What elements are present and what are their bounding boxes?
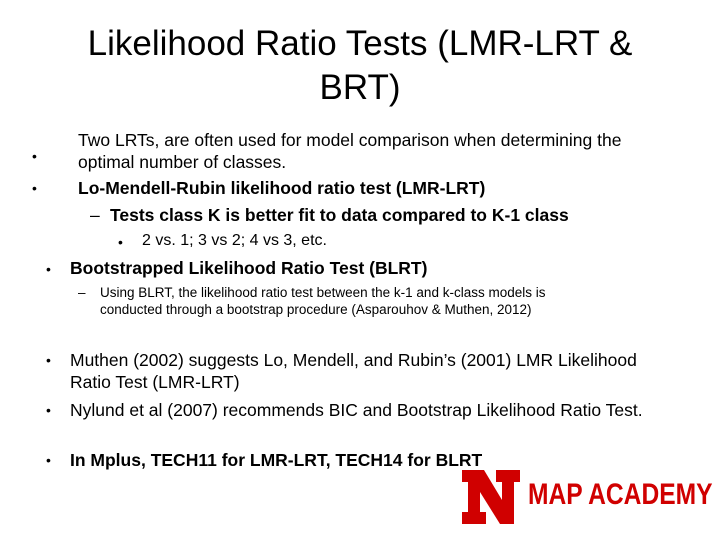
logo-text: MAP ACADEMY — [528, 478, 713, 511]
bullet-marker: • — [118, 234, 123, 250]
bullet-1-line-1: Two LRTs, are often used for model comparison when determining the — [78, 130, 622, 150]
bullet-2-sub: Tests class K is better fit to data compared to K-1 class — [110, 205, 569, 225]
bullet-1-line-2: optimal number of classes. — [78, 152, 287, 172]
bullet-marker: • — [46, 352, 51, 368]
bullet-5: Nylund et al (2007) recommends BIC and Bootstrap Likelihood Ratio Test. — [70, 400, 643, 420]
bullet-marker: • — [46, 452, 51, 468]
bullet-marker: • — [46, 402, 51, 418]
nebraska-n-icon — [462, 470, 520, 524]
slide-title: Likelihood Ratio Tests (LMR-LRT & BRT) — [87, 24, 633, 107]
dash-marker: – — [78, 285, 86, 300]
bullet-2: Lo-Mendell-Rubin likelihood ratio test (LMR-LRT) — [78, 178, 486, 198]
bullet-marker: • — [32, 180, 37, 196]
bullet-marker: • — [46, 261, 51, 277]
bullet-2-subsub: 2 vs. 1; 3 vs 2; 4 vs 3, etc. — [142, 232, 327, 249]
bullet-3-sub-line-1: Using BLRT, the likelihood ratio test between the k-1 and k-class models is — [100, 285, 546, 300]
bullet-3-sub-line-2: conducted through a bootstrap procedure (Asparouhov & Muthen, 2012) — [100, 302, 532, 317]
bullet-marker: • — [32, 148, 37, 164]
bullet-6: In Mplus, TECH11 for LMR-LRT, TECH14 for BLRT — [70, 450, 483, 470]
bullet-3: Bootstrapped Likelihood Ratio Test (BLRT) — [70, 258, 428, 278]
dash-marker: – — [90, 205, 100, 225]
bullet-4-line-1: Muthen (2002) suggests Lo, Mendell, and Rubin’s (2001) LMR Likelihood — [70, 350, 637, 370]
bullet-4-line-2: Ratio Test (LMR-LRT) — [70, 372, 240, 392]
